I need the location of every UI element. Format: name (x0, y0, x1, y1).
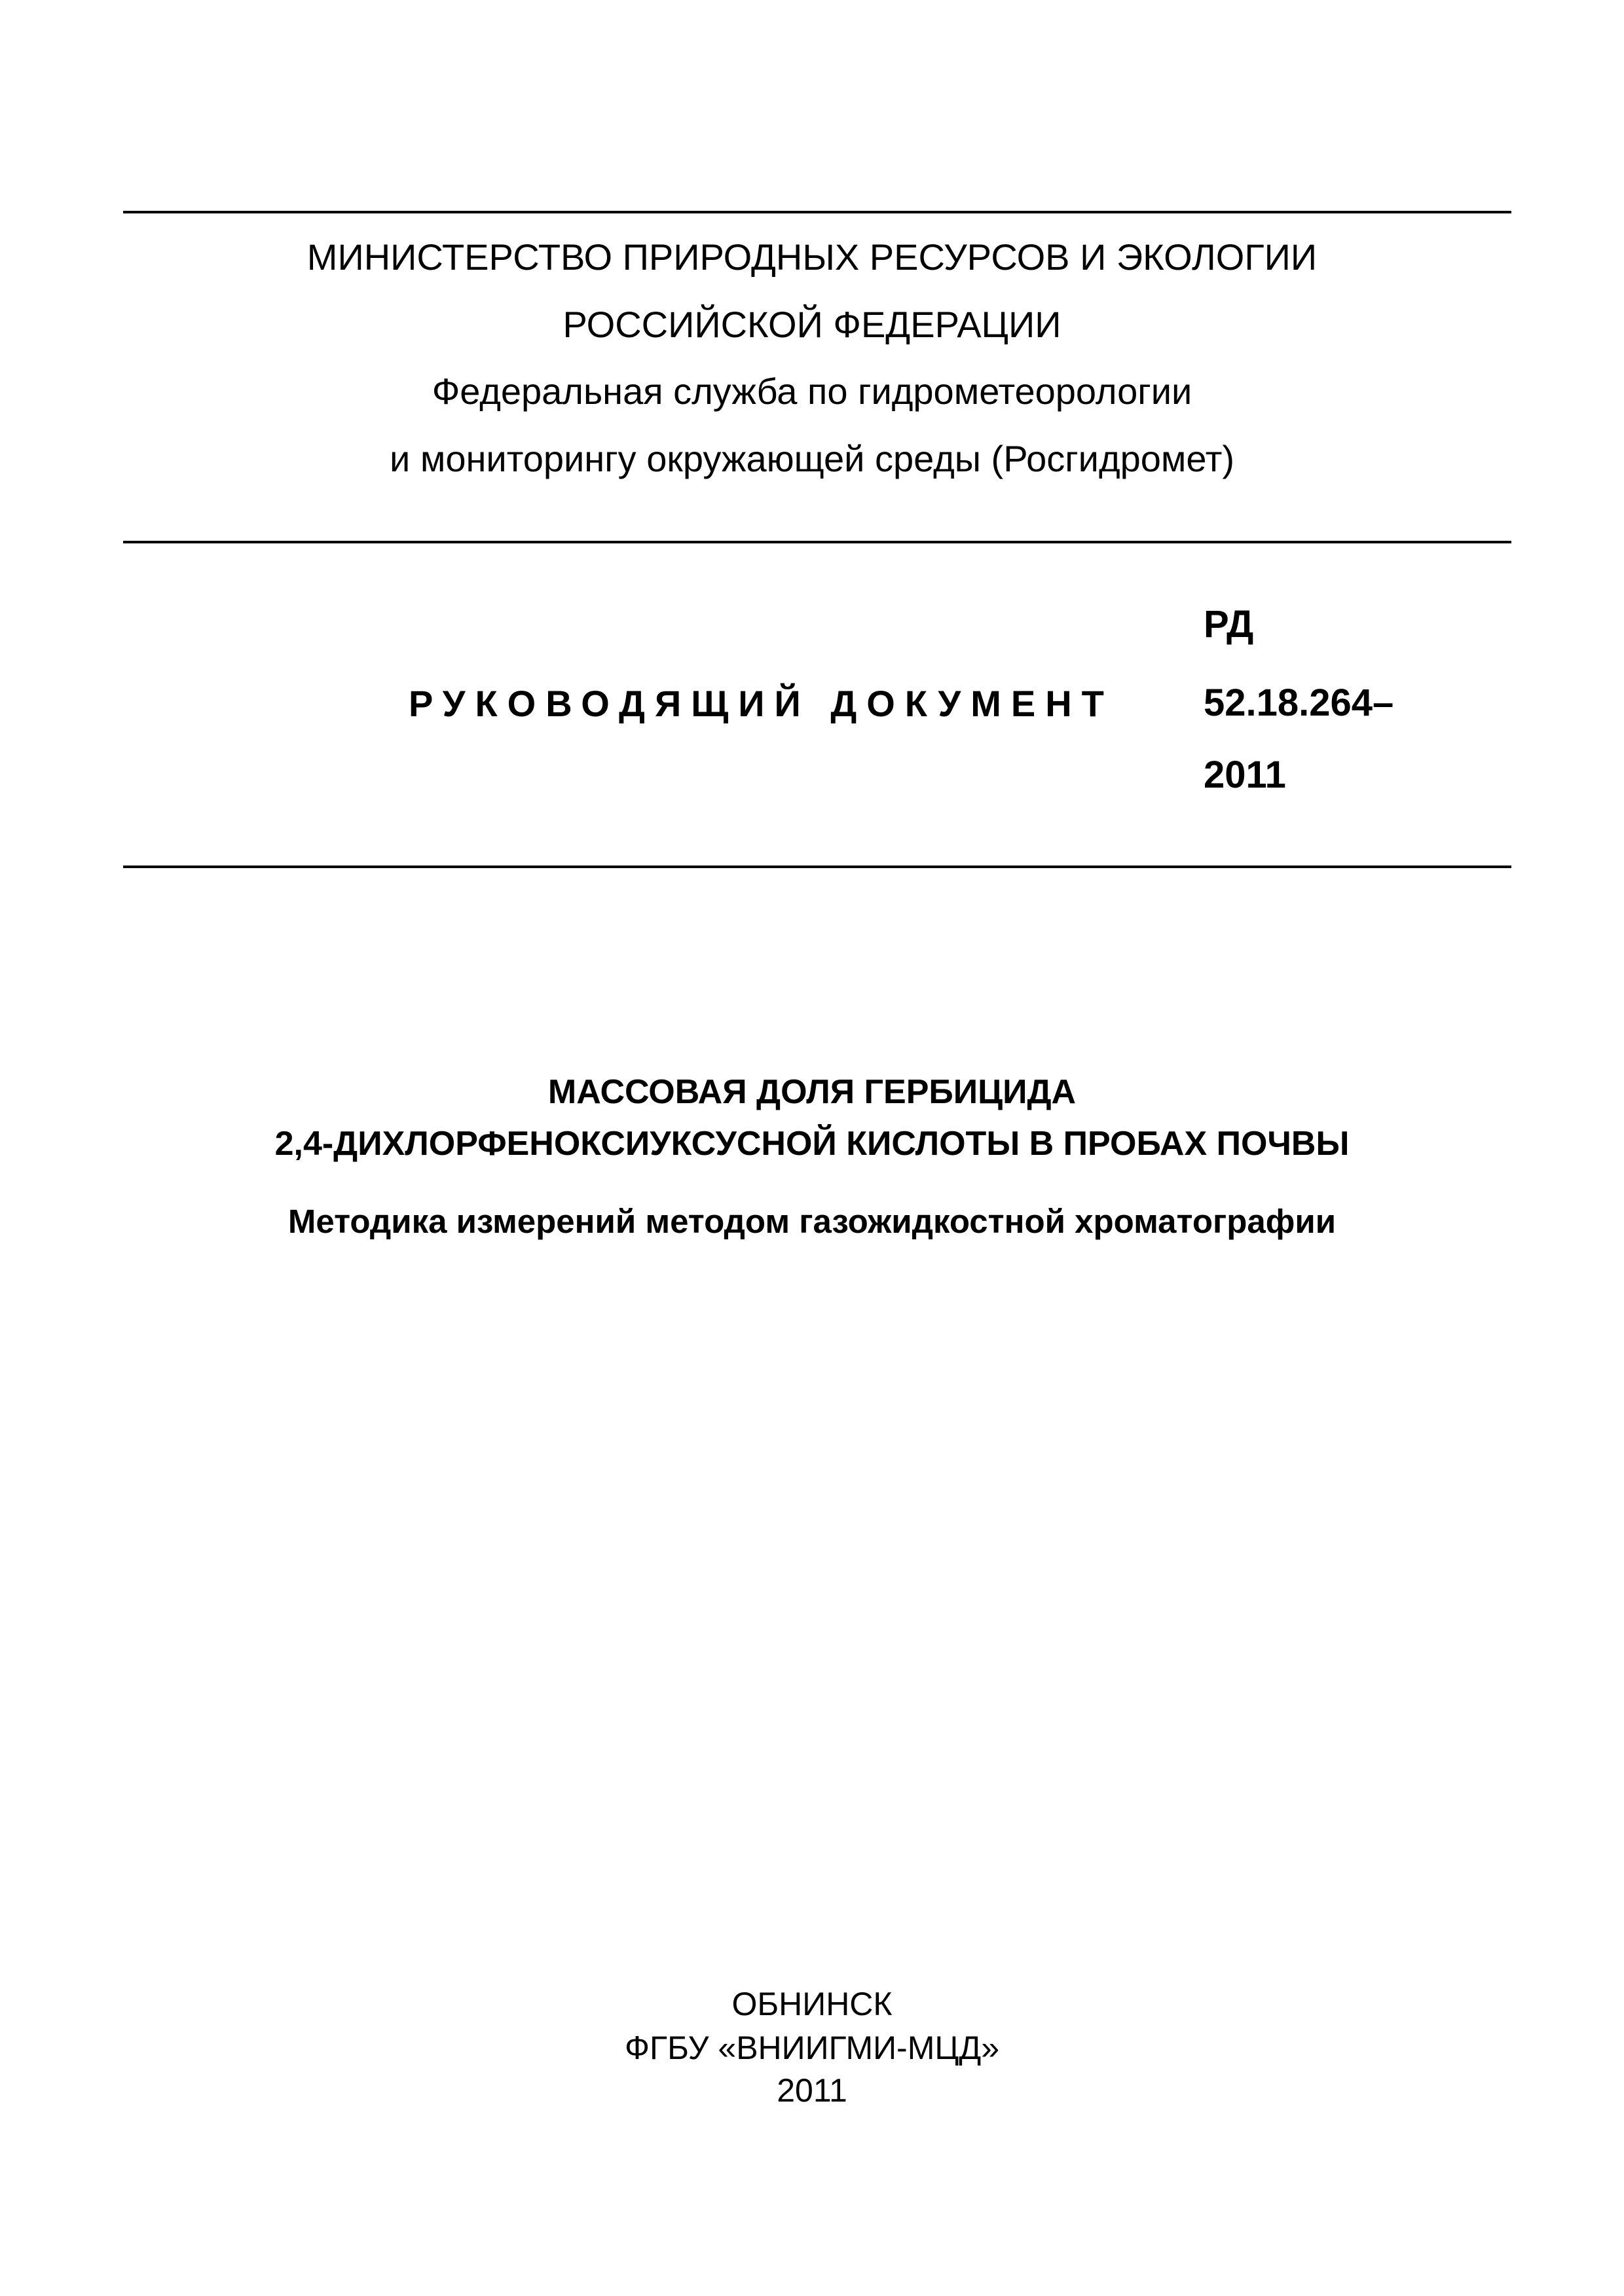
document-title-line-2: 2,4-ДИХЛОРФЕНОКСИУКСУСНОЙ КИСЛОТЫ В ПРОБАХ ПОЧВЫ (274, 1125, 1350, 1163)
document-title-line-1: МАССОВАЯ ДОЛЯ ГЕРБИЦИДА (547, 1073, 1077, 1111)
header-divider (123, 541, 1511, 543)
document-code-number: 52.18.264– (1204, 682, 1394, 724)
service-name-line-1: Федеральная служба по гидрометеорологии (432, 371, 1192, 412)
publication-city: ОБНИНСК (731, 1986, 893, 2022)
publication-year: 2011 (777, 2072, 847, 2109)
document-code-divider (123, 866, 1511, 868)
publisher-name: ФГБУ «ВНИИГМИ-МЦД» (624, 2030, 1000, 2066)
document-code-year: 2011 (1204, 754, 1286, 796)
ministry-name-line-1: МИНИСТЕРСТВО ПРИРОДНЫХ РЕСУРСОВ И ЭКОЛОГИИ (306, 236, 1318, 278)
document-type: РУКОВОДЯЩИЙ ДОКУМЕНТ (409, 683, 1114, 724)
top-divider (123, 211, 1511, 213)
document-code-prefix: РД (1204, 603, 1254, 646)
service-name-line-2: и мониторингу окружающей среды (Росгидромет) (390, 438, 1234, 479)
ministry-name-line-2: РОССИЙСКОЙ ФЕДЕРАЦИИ (563, 304, 1061, 345)
document-subtitle: Методика измерений методом газожидкостной хроматографии (287, 1203, 1337, 1240)
